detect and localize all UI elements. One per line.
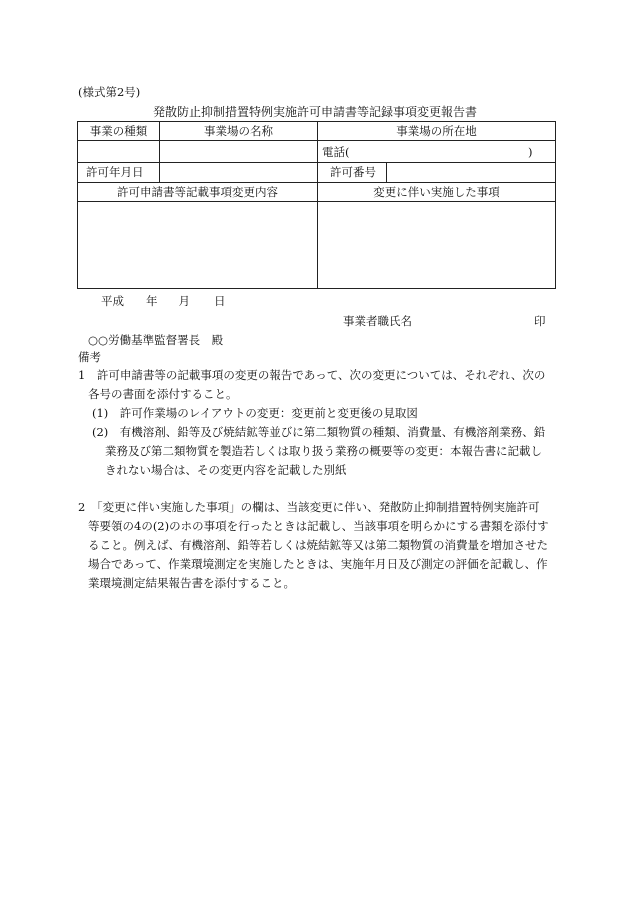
phone-close-paren: ) [528, 145, 533, 159]
note-1-line-2: 各号の書面を添付すること。 [88, 387, 238, 401]
addressee: ○○労働基準監督署長 殿 [88, 333, 224, 347]
date-line [101, 293, 226, 309]
note-1-item-2-line-3: きれない場合は、その変更内容を記載した別紙 [105, 463, 347, 477]
note-2-line-4: 場合であって、作業環境測定を実施したときは、実施年月日及び測定の評価を記載し、作 [88, 557, 548, 571]
form-number-label: (様式第2号) [78, 85, 141, 99]
signer-label: 事業者職氏名 [343, 314, 412, 328]
header-changed-content: 許可申請書等記載事項変更内容 [117, 185, 278, 199]
date-year: 年 [146, 294, 158, 308]
seal-mark: 印 [534, 314, 546, 328]
note-1-line-1: 1 許可申請書等の記載事項の変更の報告であって、次の変更については、それぞれ、次の [78, 368, 546, 382]
header-business-type: 事業の種類 [89, 124, 148, 138]
notes-heading: 備考 [78, 350, 101, 364]
header-site-name: 事業場の名称 [204, 124, 273, 138]
note-2-line-1: 2 「変更に伴い実施した事項」の欄は、当該変更に伴い、発散防止抑制措置特例実施許可 [78, 500, 540, 514]
date-era: 平成 [101, 294, 124, 308]
note-1-item-2-line-1: (2) 有機溶剤、鉛等及び焼結鉱等並びに第二類物質の種類、消費量、有機溶剤業務、鉛 [92, 425, 546, 439]
report-table [77, 121, 556, 289]
note-2-line-2: 等要領の4の(2)のホの事項を行ったときは記載し、当該事項を明らかにする書類を添付す [88, 519, 549, 533]
note-2-line-5: 業環境測定結果報告書を添付すること。 [88, 576, 295, 590]
note-1-item-2-line-2: 業務及び第二類物質を製造若しくは取り扱う業務の概要等の変更：本報告書に記載し [105, 444, 542, 458]
date-month: 月 [178, 294, 190, 308]
header-implemented-matters: 変更に伴い実施した事項 [373, 185, 500, 199]
note-2-line-3: ること。例えば、有機溶剤、鉛等若しくは焼結鉱等又は第二類物質の消費量を増加させた [88, 538, 548, 552]
table-rule [317, 122, 318, 288]
header-site-address: 事業場の所在地 [396, 124, 477, 138]
phone-label: 電話( [322, 145, 350, 159]
note-1-item-1: (1) 許可作業場のレイアウトの変更：変更前と変更後の見取図 [92, 406, 418, 420]
date-day: 日 [214, 294, 226, 308]
permit-date-label: 許可年月日 [86, 165, 144, 179]
document-title: 発散防止抑制措置特例実施許可申請書等記録事項変更報告書 [152, 105, 477, 119]
table-rule [386, 162, 387, 182]
permit-number-label: 許可番号 [330, 165, 376, 179]
